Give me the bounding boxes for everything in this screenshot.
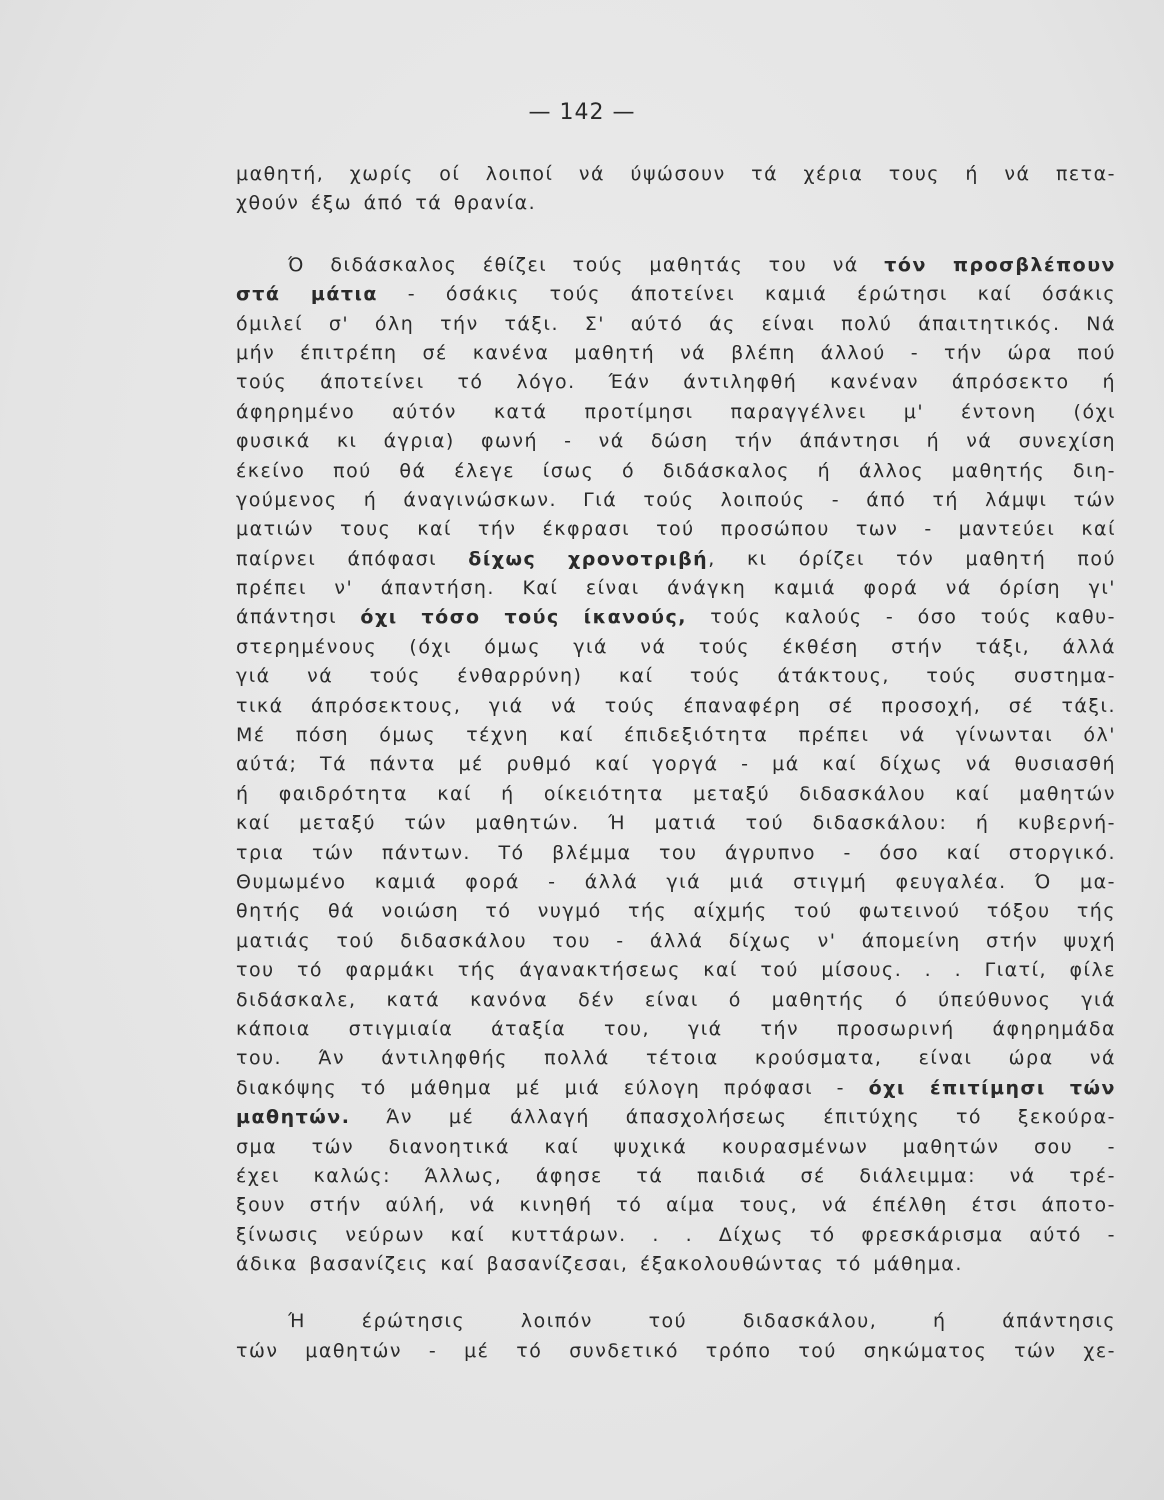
text-span: διακόψης τό μάθημα μέ μιά εύλογη πρόφασι -	[236, 1076, 869, 1099]
text-span: Ό διδάσκαλος έθίζει τούς μαθητάς του νά	[288, 253, 885, 276]
text-line: γούμενος ή άναγινώσκων. Γιά τούς λοιπούς - άπό τή λάμψι τών	[236, 488, 1116, 511]
text-line: Θυμωμένο καμιά φορά - άλλά γιά μιά στιγμή φευγαλέα. Ό μα-	[236, 870, 1116, 893]
text-line	[236, 545, 1116, 574]
text-line: ή φαιδρότητα καί ή οίκειότητα μεταξύ διδασκάλου καί μαθητών	[236, 782, 1116, 805]
text-line: διδάσκαλε, κατά κανόνα δέν είναι ό μαθητής ό ύπεύθυνος γιά	[236, 988, 1116, 1011]
text-line: Ή έρώτησις λοιπόν τού διδασκάλου, ή άπάντησις	[288, 1310, 1116, 1333]
text-line: χθούν έξω άπό τά θρανία.	[236, 192, 537, 215]
text-line: μήν έπιτρέπη σέ κανένα μαθητή νά βλέπη άλλού - τήν ώρα πού	[236, 341, 1116, 364]
bold-phrase: τόν προσβλέπουν	[884, 253, 1116, 276]
text-line: θητής θά νοιώση τό νυγμό τής αίχμής τού φωτεινού τόξου τής	[236, 900, 1116, 923]
text-span: Άν μέ άλλαγή άπασχολήσεως έπιτύχης τό ξεκούρα-	[350, 1106, 1116, 1129]
text-line: αύτά; Τά πάντα μέ ρυθμό καί γοργά - μά καί δίχως νά θυσιασθή	[236, 753, 1116, 776]
text-span: - όσάκις τούς άποτείνει καμιά έρώτησι καί όσάκις	[377, 283, 1116, 306]
text-line	[236, 280, 1116, 309]
text-line: του. Άν άντιληφθής πολλά τέτοια κρούσματα, είναι ώρα νά	[236, 1047, 1116, 1070]
text-line: γιά νά τούς ένθαρρύνη) καί τούς άτάκτους, τούς συστημα-	[236, 665, 1116, 688]
text-line	[236, 1074, 1116, 1103]
text-line: ματιών τους καί τήν έκφρασι τού προσώπου των - μαντεύει καί	[236, 518, 1116, 541]
bold-phrase: μαθητών.	[236, 1106, 351, 1129]
text-line: φυσικά κι άγρια) φωνή - νά δώση τήν άπάντησι ή νά συνεχίση	[236, 430, 1116, 453]
text-line: Μέ πόση όμως τέχνη καί έπιδεξιότητα πρέπει νά γίνωνται όλ'	[236, 724, 1116, 747]
bold-phrase: όχι έπιτίμησι τών	[868, 1076, 1116, 1099]
body-text	[236, 160, 1116, 1366]
text-line: τών μαθητών - μέ τό συνδετικό τρόπο τού σηκώματος τών χε-	[236, 1339, 1116, 1362]
bold-phrase: δίχως χρονοτριβή	[468, 547, 709, 570]
bold-phrase: στά μάτια	[236, 283, 378, 306]
text-line: του τό φαρμάκι τής άγανακτήσεως καί τού μίσους. . . Γιατί, φίλε	[236, 959, 1116, 982]
page-number: — 142 —	[528, 100, 636, 125]
text-line: στερημένους (όχι όμως γιά νά τούς έκθέση στήν τάξι, άλλά	[236, 635, 1116, 658]
text-line: πρέπει ν' άπαντήση. Καί είναι άνάγκη καμιά φορά νά όρίση γι'	[236, 577, 1116, 600]
text-line: σμα τών διανοητικά καί ψυχικά κουρασμένων μαθητών σου -	[236, 1135, 1116, 1158]
text-line: έκείνο πού θά έλεγε ίσως ό διδάσκαλος ή άλλος μαθητής διη-	[236, 459, 1116, 482]
text-line: ξίνωσις νεύρων καί κυττάρων. . . Δίχως τό φρεσκάρισμα αύτό -	[236, 1223, 1116, 1246]
text-line: ξουν στήν αύλή, νά κινηθή τό αίμα τους, νά έπέλθη έτσι άποτο-	[236, 1194, 1116, 1217]
text-line: όμιλεί σ' όλη τήν τάξι. Σ' αύτό άς είναι πολύ άπαιτητικός. Νά	[236, 312, 1116, 335]
text-span: , κι όρίζει τόν μαθητή πού	[708, 547, 1116, 570]
text-line: καί μεταξύ τών μαθητών. Ή ματιά τού διδασκάλου: ή κυβερνή-	[236, 812, 1116, 835]
text-line	[236, 1103, 1116, 1132]
text-line: τούς άποτείνει τό λόγο. Έάν άντιληφθή κανέναν άπρόσεκτο ή	[236, 371, 1116, 394]
bold-phrase: όχι τόσο τούς ίκανούς,	[360, 606, 687, 629]
text-span: άπάντησι	[236, 606, 361, 629]
text-line: έχει καλώς: Άλλως, άφησε τά παιδιά σέ διάλειμμα: νά τρέ-	[236, 1164, 1116, 1187]
text-span: παίρνει άπόφασι	[236, 547, 469, 570]
text-line: τικά άπρόσεκτους, γιά νά τούς έπαναφέρη σέ προσοχή, σέ τάξι.	[236, 694, 1116, 717]
text-line: κάποια στιγμιαία άταξία του, γιά τήν προσωρινή άφηρημάδα	[236, 1017, 1116, 1040]
text-span: τούς καλούς - όσο τούς καθυ-	[686, 606, 1116, 629]
text-line: άφηρημένο αύτόν κατά προτίμησι παραγγέλνει μ' έντονη (όχι	[236, 400, 1116, 423]
text-line: άδικα βασανίζεις καί βασανίζεσαι, έξακολουθώντας τό μάθημα.	[236, 1253, 963, 1276]
text-line	[236, 603, 1116, 632]
text-line: ματιάς τού διδασκάλου του - άλλά δίχως ν' άπομείνη στήν ψυχή	[236, 929, 1116, 952]
text-line: μαθητή, χωρίς οί λοιποί νά ύψώσουν τά χέρια τους ή νά πετα-	[236, 163, 1116, 185]
text-line	[236, 251, 1116, 280]
text-line: τρια τών πάντων. Τό βλέμμα του άγρυπνο - όσο καί στοργικό.	[236, 841, 1116, 864]
